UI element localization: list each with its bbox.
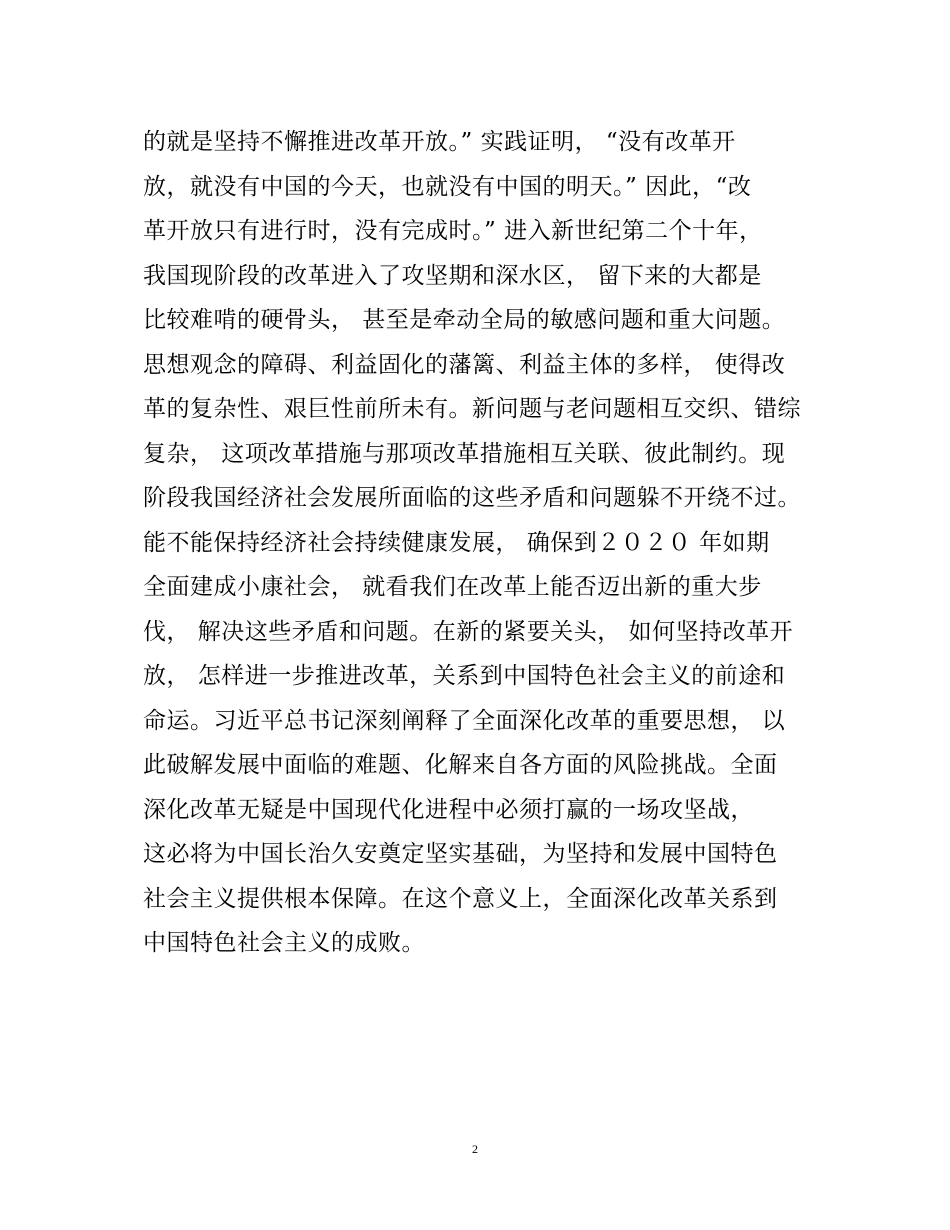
text-line: 中国特色社会主义的成败。 <box>143 930 425 956</box>
page-number: 2 <box>472 1142 478 1156</box>
text-line: 深化改革无疑是中国现代化进程中必须打赢的一场攻坚战， <box>143 796 754 823</box>
text-line: 革开放只有进行时，没有完成时。” 进入新世纪第二个十年， <box>143 218 763 244</box>
text-line: 放，就没有中国的今天，也就没有中国的明天。” 因此，“改 <box>143 173 752 200</box>
text-line: 伐， 解决这些矛盾和问题。在新的紧要关头， 如何坚持改革开 <box>143 618 794 645</box>
text-line: 能不能保持经济社会持续健康发展， 确保到２０２０ 年如期 <box>143 529 770 556</box>
text-line: 此破解发展中面临的难题、化解来自各方面的风险挑战。全面 <box>143 752 778 778</box>
text-line: 复杂， 这项改革措施与那项改革措施相互关联、彼此制约。现 <box>143 440 786 467</box>
text-line: 这必将为中国长治久安奠定坚实基础，为坚持和发展中国特色 <box>143 841 778 867</box>
text-line: 革的复杂性、艰巨性前所未有。新问题与老问题相互交织、错综 <box>143 396 801 422</box>
text-line: 放， 怎样进一步推进改革，关系到中国特色社会主义的前途和 <box>143 663 786 689</box>
text-line: 的就是坚持不懈推进改革开放。” 实践证明， “没有改革开 <box>143 129 736 155</box>
text-line: 命运。习近平总书记深刻阐释了全面深化改革的重要思想， 以 <box>143 707 786 734</box>
text-line: 全面建成小康社会， 就看我们在改革上能否迈出新的重大步 <box>143 574 762 600</box>
text-line: 比较难啃的硬骨头， 甚至是牵动全局的敏感问题和重大问题。 <box>143 307 786 333</box>
text-line: 思想观念的障碍、利益固化的藩篱、利益主体的多样， 使得改 <box>143 351 786 378</box>
text-line: 阶段我国经济社会发展所面临的这些矛盾和问题躲不开绕不过。 <box>143 485 801 511</box>
text-line: 我国现阶段的改革进入了攻坚期和深水区， 留下来的大都是 <box>143 262 762 289</box>
body-text <box>143 120 843 966</box>
text-line: 社会主义提供根本保障。在这个意义上，全面深化改革关系到 <box>143 885 778 912</box>
